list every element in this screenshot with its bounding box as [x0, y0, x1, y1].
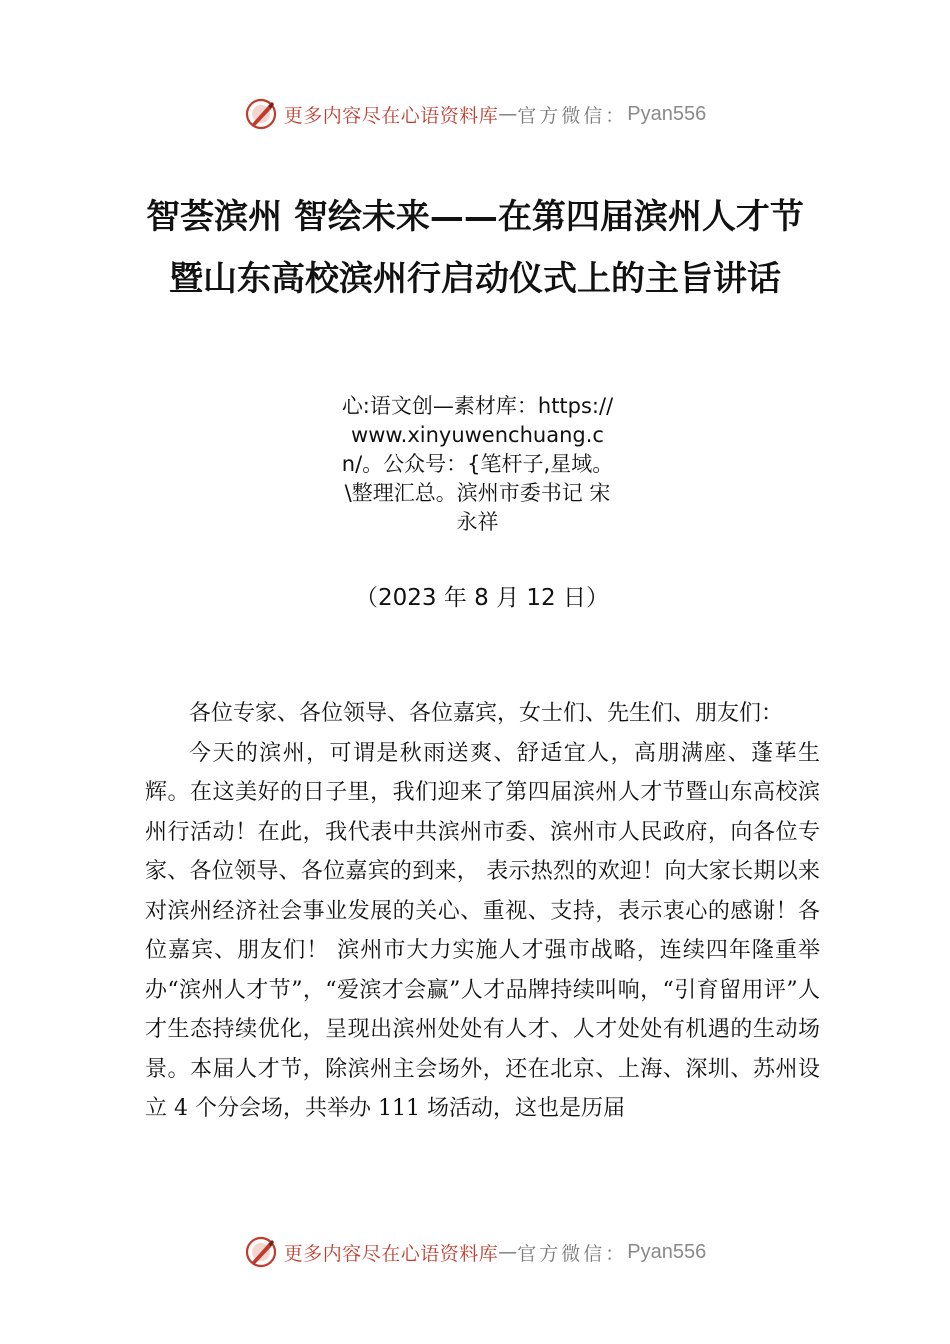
- speech-date: （2023 年 8 月 12 日）: [355, 585, 609, 611]
- wechat-handle: Pyan556: [627, 1240, 707, 1263]
- brand-separator: —: [498, 1241, 518, 1263]
- author-byline: 心:语文创—素材库：https://www.xinyuwenchuang.cn/。公众号：{笔杆子,星域。\整理汇总。滨州市委书记 宋永祥: [341, 394, 614, 534]
- speech-body: [145, 694, 820, 1129]
- brand-text: 更多内容尽在心语资料库: [283, 104, 499, 127]
- header-watermark-banner: [0, 92, 950, 136]
- salutation-paragraph: 各位专家、各位领导、各位嘉宾，女士们、先生们、朋友们：: [189, 701, 784, 726]
- wechat-handle: Pyan556: [627, 102, 707, 125]
- brand-text: 更多内容尽在心语资料库: [283, 1242, 499, 1265]
- pen-logo-icon: [244, 97, 278, 131]
- brand-separator: —: [498, 103, 518, 125]
- wechat-label: 官方微信：: [517, 104, 628, 127]
- footer-watermark-banner: [0, 1230, 950, 1274]
- document-title: 智荟滨州 智绘未来——在第四届滨州人才节暨山东高校滨州行启动仪式上的主旨讲话: [146, 197, 804, 299]
- pen-logo-icon: [244, 1235, 278, 1269]
- body-paragraph: 今天的滨州，可谓是秋雨送爽、舒适宜人，高朋满座、蓬荜生辉。在这美好的日子里，我们迎来了第四届滨州人才节暨山东高校滨州行活动！在此，我代表中共滨州市委、滨州市人民政府，向各位专家、各位领导、各位嘉宾的到来， 表示热烈的欢迎！向大家长期以来对滨州经济社会事业发展的关心、重视、支持，表示衷心的感谢！各位嘉宾、朋友们！ 滨州市大力实施人才强市战略，连续四年隆重举办“滨州人才节”，“爱滨才会赢”人才品牌持续叫响，“引育留用评”人才生态持续优化，呈现出滨州处处有人才、人才处处有机遇的生动场景。本届人才节，除滨州主会场外，还在北京、上海、深圳、苏州设立 4 个分会场，共举办 111 场活动，这也是历届: [145, 740, 820, 1121]
- wechat-label: 官方微信：: [517, 1242, 628, 1265]
